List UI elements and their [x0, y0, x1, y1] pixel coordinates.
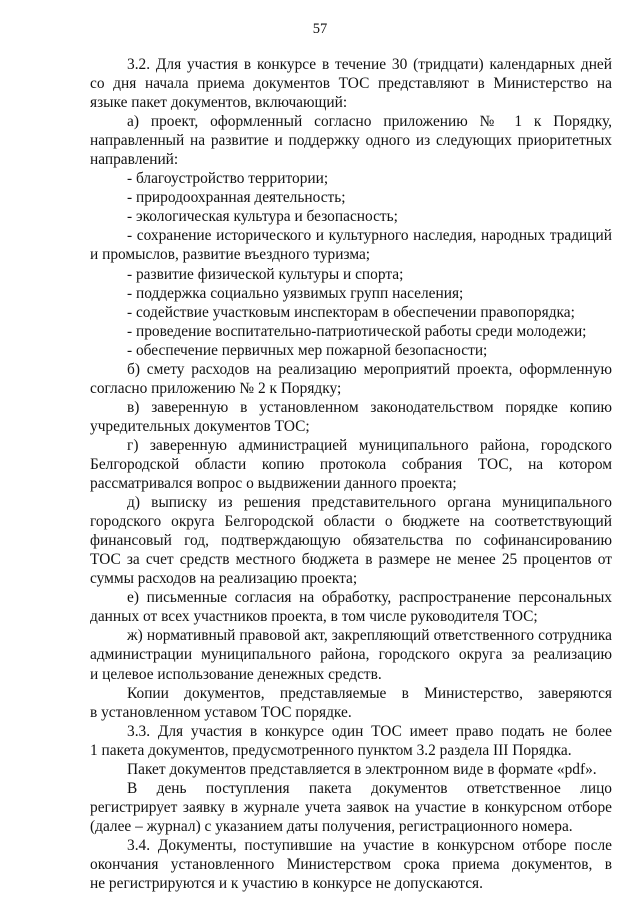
text-line: - экологическая культура и безопасность;	[127, 208, 398, 226]
text-line: Копии документов, представляемые в Министерство, заверяются	[127, 684, 612, 702]
text-line: городского округа Белгородской области о бюджете на соответствующий	[90, 513, 612, 531]
text-line: - благоустройство территории;	[127, 170, 329, 188]
text-line: ТОС за счет средств местного бюджета в размере не менее 25 процентов от	[90, 551, 612, 569]
text-line: в) заверенную в установленном законодательством порядке копию	[127, 398, 612, 416]
text-line: В день поступления пакета документов ответственное лицо	[127, 779, 612, 797]
text-line: а) проект, оформленный согласно приложению № 1 к Порядку,	[127, 113, 612, 131]
text-line: учредительных документов ТОС;	[90, 417, 310, 435]
text-line: - проведение воспитательно-патриотической работы среди молодежи;	[127, 322, 587, 340]
text-line: не регистрируются и к участию в конкурсе не допускаются.	[90, 875, 483, 893]
document-body	[90, 55, 612, 893]
text-line: языке пакет документов, включающий:	[90, 94, 348, 112]
text-line: - содействие участковым инспекторам в обеспечении правопорядка;	[127, 303, 575, 321]
text-line: (далее – журнал) с указанием даты получения, регистрационного номера.	[90, 817, 573, 835]
text-line: финансовый год, подтверждающую обязательства по софинансированию	[90, 532, 612, 550]
text-line: окончания установленного Министерством срока приема документов, в	[90, 855, 612, 873]
text-line: - природоохранная деятельность;	[127, 189, 346, 207]
text-line: со дня начала приема документов ТОС представляют в Министерство на	[90, 75, 612, 93]
text-line: и промыслов, развитие въездного туризма;	[90, 246, 371, 264]
text-line: - поддержка социально уязвимых групп населения;	[127, 284, 464, 302]
text-line: - обеспечение первичных мер пожарной безопасности;	[127, 341, 488, 359]
text-line: и целевое использование денежных средств.	[90, 665, 382, 683]
text-line: д) выписку из решения представительного органа муниципального	[127, 494, 612, 512]
text-line: ж) нормативный правовой акт, закрепляющий ответственного сотрудника	[127, 627, 612, 645]
text-line: в установленном уставом ТОС порядке.	[90, 703, 352, 721]
text-line: администрации муниципального района, городского округа за реализацию	[90, 646, 612, 664]
text-line: - развитие физической культуры и спорта;	[127, 265, 404, 283]
text-line: б) смету расходов на реализацию мероприятий проекта, оформленную	[127, 360, 612, 378]
text-line: Белгородской области копию протокола собрания ТОС, на котором	[90, 455, 612, 473]
text-line: согласно приложению № 2 к Порядку;	[90, 379, 342, 397]
text-line: направленный на развитие и поддержку одного из следующих приоритетных	[90, 132, 612, 150]
text-line: 3.2. Для участия в конкурсе в течение 30 (тридцати) календарных дней	[127, 56, 612, 73]
text-line: е) письменные согласия на обработку, распространение персональных	[127, 589, 612, 607]
text-line: Пакет документов представляется в электронном виде в формате «pdf».	[127, 760, 597, 778]
text-line: 3.4. Документы, поступившие на участие в конкурсном отборе после	[127, 836, 612, 854]
text-line: г) заверенную администрацией муниципального района, городского	[127, 436, 612, 454]
page-number: 57	[312, 21, 328, 37]
text-line: - сохранение исторического и культурного наследия, народных традиций	[127, 227, 612, 245]
text-line: 3.3. Для участия в конкурсе один ТОС имеет право подать не более	[127, 722, 612, 740]
text-line: рассматривался вопрос о выдвижении данного проекта;	[90, 475, 457, 493]
text-line: направлений:	[90, 151, 179, 169]
text-line: данных от всех участников проекта, в том числе руководителя ТОС;	[90, 608, 538, 626]
text-line: суммы расходов на реализацию проекта;	[90, 570, 358, 588]
text-line: 1 пакета документов, предусмотренного пунктом 3.2 раздела III Порядка.	[90, 741, 572, 759]
text-line: регистрирует заявку в журнале учета заявок на участие в конкурсном отборе	[90, 798, 612, 816]
